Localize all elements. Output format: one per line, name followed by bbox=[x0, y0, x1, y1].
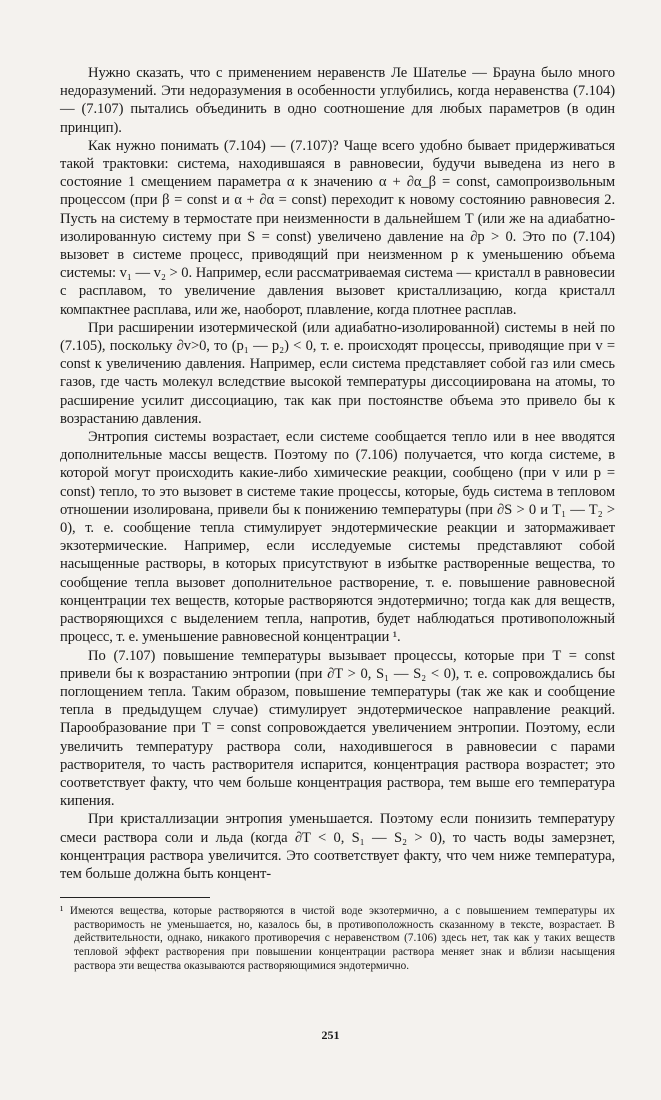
page-number: 251 bbox=[321, 1028, 340, 1042]
main-text bbox=[60, 64, 615, 883]
footnote: ¹ Имеются вещества, которые растворяются в чистой воде экзотермично, а с повышением температуры их растворимость не уменьшается, но, казалось бы, в противоположность сказанному в тексте, возрастает. В действительности, однако, никакого противоречия с неравенством (7.106) здесь нет, так как у таких веществ тепловой эффект растворения при повышении концентрации раствора меняет знак и вблизи насыщения раствора эти вещества оказываются растворяющимися эндотермично. bbox=[60, 905, 615, 972]
paragraph: Как нужно понимать (7.104) — (7.107)? Чаще всего удобно бывает придерживаться такой трактовки: система, находившаяся в равновесии, будучи выведена из него в состояние 1 смещением параметра α к значению α + ∂α_β = const, самопроизвольным процессом (при β = const и α + ∂α = const) переходит к новому состоянию равновесия 2. Пусть на систему в термостате при неизменности в дальнейшем T (или же на адиабатно-изолированную систему при S = const) увеличено давление на ∂p > 0. Это по (7.104) вызовет в системе процесс, приводящий при неизменном p к уменьшению объема системы: v₁ — v₂ > 0. Например, если рассматриваемая система — кристалл в равновесии с расплавом, то увеличение давления вызовет кристаллизацию, когда кристалл компактнее расплава, или же, наоборот, плавление, когда плотнее расплав. bbox=[60, 137, 615, 318]
paragraph: При кристаллизации энтропия уменьшается. Поэтому если понизить температуру смеси раствора соли и льда (когда ∂T < 0, S₁ — S₂ > 0), то часть воды замерзнет, концентрация раствора увеличится. Это соответствует факту, что чем ниже температура, тем больше должна быть концент- bbox=[60, 811, 615, 882]
paragraph: Энтропия системы возрастает, если системе сообщается тепло или в нее вводятся дополнительные массы веществ. Поэтому по (7.106) получается, что когда системе, в которой могут происходить какие-либо химические реакции, сообщено (при v или p = const) тепло, то это вызовет в системе такие процессы, которые, будь система в тепловом отношении изолирована, привели бы к понижению температуры (при ∂S > 0 и T₁ — T₂ > 0), т. е. сообщение тепла стимулирует эндотермические реакции и затормаживает экзотермические. Например, если исследуемые системы представляют собой насыщенные растворы, в которых присутствуют в избытке растворенные вещества, то сообщение тепла вызовет дополнительное растворение, т. е. повышение равновесной концентрации тех веществ, которые растворяются эндотермично; тогда как для веществ, растворяющихся с выделением тепла, напротив, будет наблюдаться противоположный процесс, т. е. уменьшение равновесной концентрации ¹. bbox=[60, 429, 615, 646]
paragraph: При расширении изотермической (или адиабатно-изолированной) системы в ней по (7.105), поскольку ∂v>0, то (p₁ — p₂) < 0, т. е. происходят процессы, приводящие при v = const к увеличению давления. Например, если система представляет собой газ или смесь газов, где часть молекул вследствие высокой температуры диссоциирована на атомы, то расширение усилит диссоциацию, так как при постоянстве объема это привело бы к возрастанию давления. bbox=[60, 319, 615, 427]
footnote-divider bbox=[60, 897, 210, 898]
paragraph: Нужно сказать, что с применением неравенств Ле Шателье — Брауна было много недоразумений. Эти недоразумения в особенности углубились, когда неравенства (7.104) — (7.107) пытались объединить в одно соотношение для любых параметров (в один принцип). bbox=[60, 65, 615, 136]
paragraph: По (7.107) повышение температуры вызывает процессы, которые при T = const привели бы к возрастанию энтропии (при ∂T > 0, S₁ — S₂ < 0), т. е. сопровождались бы поглощением тепла. Таким образом, повышение температуры (так же как и сообщение тепла в предыдущем случае) стимулирует эндотермическое направление реакций. Парообразование при T = const сопровождается увеличением энтропии. Поэтому, если увеличить температуру раствора соли, находившегося в равновесии с парами растворителя, то часть растворителя испарится, концентрация раствора возрастет; это соответствует факту, что чем больше концентрация раствора, тем выше его температура кипения. bbox=[60, 647, 615, 810]
